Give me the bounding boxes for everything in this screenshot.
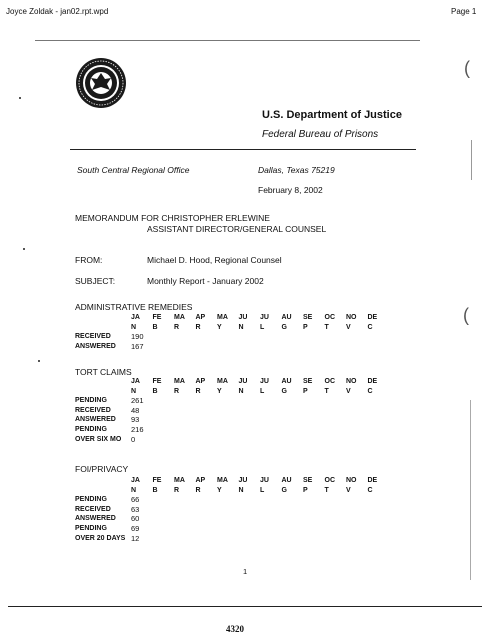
month-feb-bottom: B bbox=[152, 486, 158, 494]
month-mar-top: MA bbox=[174, 378, 185, 385]
month-dec-bottom: C bbox=[367, 323, 373, 331]
foi-table bbox=[75, 476, 389, 543]
tort-section-title: TORT CLAIMS bbox=[75, 367, 132, 377]
row-jan-value: 66 bbox=[131, 495, 140, 505]
month-jan-bottom: N bbox=[131, 486, 137, 494]
row-jan-value: 216 bbox=[131, 424, 144, 434]
foi-section-title: FOI/PRIVACY bbox=[75, 464, 129, 474]
table-row bbox=[75, 514, 389, 524]
month-feb-top: FE bbox=[152, 477, 162, 484]
month-apr-top: AP bbox=[195, 314, 206, 321]
month-feb-bottom: B bbox=[152, 387, 158, 395]
month-jan-bottom: N bbox=[131, 387, 137, 395]
month-sep-bottom: P bbox=[303, 323, 308, 331]
row-jan-value: 190 bbox=[131, 332, 144, 342]
month-aug-top: AU bbox=[281, 477, 292, 484]
scan-artifact-bracket: ( bbox=[463, 305, 469, 325]
month-jul-top: JU bbox=[260, 378, 269, 385]
row-label: PENDING bbox=[75, 397, 107, 405]
row-jan-value: 0 bbox=[131, 434, 136, 444]
month-jul-bottom: L bbox=[260, 486, 265, 494]
month-apr-top: AP bbox=[195, 378, 206, 385]
month-dec-bottom: C bbox=[367, 486, 373, 494]
month-may-bottom: Y bbox=[217, 323, 222, 331]
month-may-bottom: Y bbox=[217, 387, 222, 395]
month-may-bottom: Y bbox=[217, 486, 222, 494]
bates-number: 4320 bbox=[226, 624, 244, 634]
tort-table bbox=[75, 377, 389, 444]
table-row bbox=[75, 415, 389, 425]
month-feb-bottom: B bbox=[152, 323, 158, 331]
month-apr-top: AP bbox=[195, 477, 206, 484]
table-row bbox=[75, 495, 389, 505]
month-aug-bottom: G bbox=[281, 387, 287, 395]
month-oct-top: OC bbox=[324, 314, 335, 321]
month-dec-bottom: C bbox=[367, 387, 373, 395]
month-nov-bottom: V bbox=[346, 387, 351, 395]
month-sep-top: SE bbox=[303, 314, 313, 321]
month-jun-bottom: N bbox=[238, 323, 244, 331]
from-label: FROM: bbox=[75, 255, 103, 265]
month-dec-top: DE bbox=[367, 314, 378, 321]
month-aug-top: AU bbox=[281, 378, 292, 385]
month-oct-top: OC bbox=[324, 378, 335, 385]
month-jun-top: JU bbox=[238, 477, 248, 484]
row-label: ANSWERED bbox=[75, 342, 116, 350]
month-jul-bottom: L bbox=[260, 323, 265, 331]
month-sep-top: SE bbox=[303, 477, 313, 484]
row-label: RECEIVED bbox=[75, 505, 111, 513]
department-name: U.S. Department of Justice bbox=[262, 109, 402, 121]
month-jun-top: JU bbox=[238, 314, 248, 321]
month-nov-top: NO bbox=[346, 477, 357, 484]
memo-recipient-title: ASSISTANT DIRECTOR/GENERAL COUNSEL bbox=[147, 224, 327, 234]
scan-artifact-line bbox=[470, 400, 471, 580]
scan-artifact-dot bbox=[38, 360, 40, 362]
row-jan-value: 93 bbox=[131, 415, 140, 425]
month-oct-bottom: T bbox=[324, 323, 329, 331]
letterhead-rule bbox=[70, 149, 416, 150]
row-label: PENDING bbox=[75, 496, 107, 504]
from-value: Michael D. Hood, Regional Counsel bbox=[147, 255, 282, 265]
table-row bbox=[75, 534, 389, 544]
memo-recipient: MEMORANDUM FOR CHRISTOPHER ERLEWINE bbox=[75, 213, 270, 223]
office-city: Dallas, Texas 75219 bbox=[258, 165, 335, 175]
scan-artifact-dot bbox=[19, 97, 21, 99]
table-row bbox=[75, 406, 389, 416]
month-jan-bottom: N bbox=[131, 323, 137, 331]
month-jul-bottom: L bbox=[260, 387, 265, 395]
row-label: ANSWERED bbox=[75, 515, 116, 523]
month-jan-top: JA bbox=[131, 477, 140, 484]
month-feb-top: FE bbox=[152, 378, 162, 385]
row-jan-value: 48 bbox=[131, 405, 140, 415]
month-sep-bottom: P bbox=[303, 486, 308, 494]
month-apr-bottom: R bbox=[195, 323, 201, 331]
month-nov-top: NO bbox=[346, 314, 357, 321]
month-mar-bottom: R bbox=[174, 323, 180, 331]
row-jan-value: 261 bbox=[131, 396, 144, 406]
row-jan-value: 63 bbox=[131, 504, 140, 514]
row-label: PENDING bbox=[75, 425, 107, 433]
month-sep-bottom: P bbox=[303, 387, 308, 395]
month-jul-top: JU bbox=[260, 314, 269, 321]
row-label: PENDING bbox=[75, 524, 107, 532]
month-oct-bottom: T bbox=[324, 486, 329, 494]
month-jan-top: JA bbox=[131, 314, 140, 321]
month-nov-bottom: V bbox=[346, 323, 351, 331]
month-dec-top: DE bbox=[367, 477, 378, 484]
month-aug-bottom: G bbox=[281, 486, 287, 494]
scan-artifact-dot bbox=[23, 248, 25, 250]
admin-table bbox=[75, 313, 389, 351]
table-row bbox=[75, 524, 389, 534]
month-oct-bottom: T bbox=[324, 387, 329, 395]
header-filename: Joyce Zoldak - jan02.rpt.wpd bbox=[6, 7, 109, 16]
top-divider bbox=[35, 40, 420, 41]
month-sep-top: SE bbox=[303, 378, 313, 385]
month-header-row bbox=[75, 323, 389, 333]
subject-label: SUBJECT: bbox=[75, 276, 116, 286]
month-oct-top: OC bbox=[324, 477, 335, 484]
row-label: RECEIVED bbox=[75, 406, 111, 414]
subject-value: Monthly Report - January 2002 bbox=[147, 276, 264, 286]
month-header-row bbox=[75, 387, 389, 397]
month-apr-bottom: R bbox=[195, 387, 201, 395]
month-jun-bottom: N bbox=[238, 486, 244, 494]
month-mar-bottom: R bbox=[174, 486, 180, 494]
table-row bbox=[75, 396, 389, 406]
month-may-top: MA bbox=[217, 378, 228, 385]
row-label: ANSWERED bbox=[75, 416, 116, 424]
row-label: OVER SIX MO bbox=[75, 435, 122, 443]
header-page: Page 1 bbox=[451, 7, 477, 16]
table-row bbox=[75, 425, 389, 435]
month-mar-top: MA bbox=[174, 477, 185, 484]
month-mar-top: MA bbox=[174, 314, 185, 321]
admin-section-title: ADMINISTRATIVE REMEDIES bbox=[75, 302, 193, 312]
month-mar-bottom: R bbox=[174, 387, 180, 395]
month-dec-top: DE bbox=[367, 378, 378, 385]
scan-artifact-line bbox=[471, 140, 472, 180]
month-aug-bottom: G bbox=[281, 323, 287, 331]
row-jan-value: 69 bbox=[131, 523, 140, 533]
doj-seal-icon bbox=[75, 57, 127, 109]
month-nov-bottom: V bbox=[346, 486, 351, 494]
row-label: RECEIVED bbox=[75, 333, 111, 341]
bottom-divider bbox=[8, 606, 482, 607]
month-header-row bbox=[75, 476, 389, 486]
page-number: 1 bbox=[243, 567, 248, 576]
scan-artifact-bracket: ( bbox=[464, 58, 470, 78]
month-jun-top: JU bbox=[238, 378, 248, 385]
month-may-top: MA bbox=[217, 477, 228, 484]
row-jan-value: 12 bbox=[131, 533, 140, 543]
month-jun-bottom: N bbox=[238, 387, 244, 395]
month-header-row bbox=[75, 313, 389, 323]
table-row bbox=[75, 505, 389, 515]
month-jul-top: JU bbox=[260, 477, 269, 484]
office-name: South Central Regional Office bbox=[77, 165, 190, 175]
month-apr-bottom: R bbox=[195, 486, 201, 494]
month-header-row bbox=[75, 377, 389, 387]
row-jan-value: 60 bbox=[131, 514, 140, 524]
row-jan-value: 167 bbox=[131, 341, 144, 351]
month-header-row bbox=[75, 486, 389, 496]
month-aug-top: AU bbox=[281, 314, 292, 321]
month-nov-top: NO bbox=[346, 378, 357, 385]
table-row bbox=[75, 332, 389, 342]
table-row bbox=[75, 435, 389, 445]
bureau-name: Federal Bureau of Prisons bbox=[262, 129, 379, 140]
month-feb-top: FE bbox=[152, 314, 162, 321]
row-label: OVER 20 DAYS bbox=[75, 534, 126, 542]
memo-date: February 8, 2002 bbox=[258, 185, 323, 195]
month-may-top: MA bbox=[217, 314, 228, 321]
table-row bbox=[75, 342, 389, 352]
month-jan-top: JA bbox=[131, 378, 140, 385]
